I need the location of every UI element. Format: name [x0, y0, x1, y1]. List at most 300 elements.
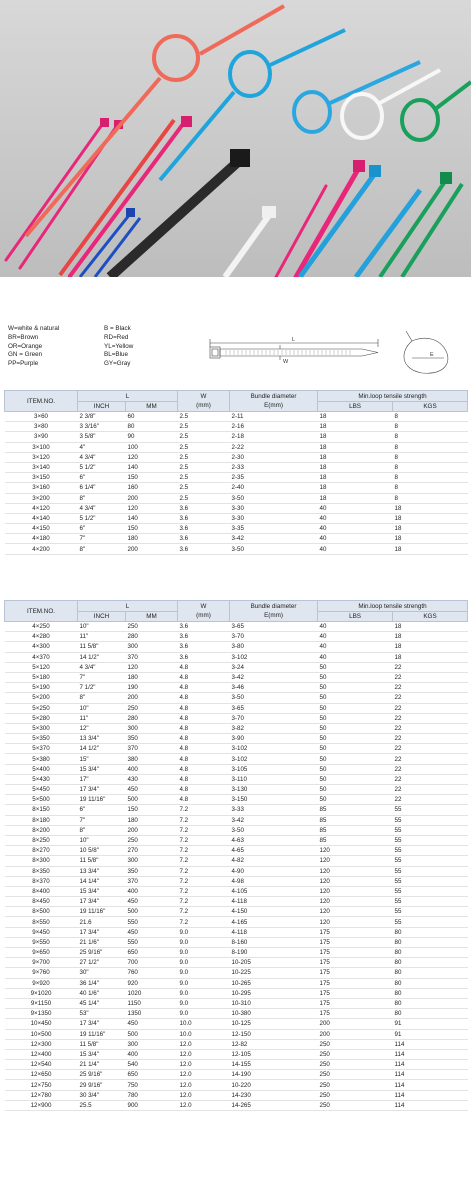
cell-mm: 750	[126, 1080, 178, 1090]
cell-bd: 3-65	[230, 703, 318, 713]
cell-lbs: 50	[318, 683, 393, 693]
cell-mm: 500	[126, 795, 178, 805]
table-row	[5, 846, 468, 856]
cell-kgs: 80	[393, 968, 468, 978]
cell-kgs: 114	[393, 1060, 468, 1070]
cell-bd: 14-155	[230, 1060, 318, 1070]
cell-item: 8×180	[5, 815, 78, 825]
cell-mm: 370	[126, 744, 178, 754]
cell-mm: 190	[126, 683, 178, 693]
cell-w: 4.8	[178, 672, 230, 682]
table-row	[5, 856, 468, 866]
cell-bd: 3-65	[230, 622, 318, 632]
cell-inch: 53"	[78, 1009, 126, 1019]
cell-bd: 3-42	[230, 672, 318, 682]
cell-lbs: 40	[318, 642, 393, 652]
product-photo	[0, 0, 471, 277]
cell-kgs: 80	[393, 927, 468, 937]
cell-w: 2.5	[178, 422, 230, 432]
cell-item: 9×450	[5, 927, 78, 937]
cell-mm: 450	[126, 1019, 178, 1029]
cell-w: 10.0	[178, 1029, 230, 1039]
table-row	[5, 764, 468, 774]
table-row	[5, 432, 468, 442]
table-row	[5, 876, 468, 886]
table-row	[5, 513, 468, 523]
table-row	[5, 452, 468, 462]
table-row	[5, 622, 468, 632]
cell-w: 9.0	[178, 998, 230, 1008]
cell-w: 2.5	[178, 462, 230, 472]
cell-kgs: 22	[393, 683, 468, 693]
cell-w: 4.8	[178, 744, 230, 754]
header-kgs: KGS	[393, 402, 468, 412]
cell-kgs: 18	[393, 524, 468, 534]
cell-item: 4×150	[5, 524, 78, 534]
cell-w: 2.5	[178, 493, 230, 503]
cell-w: 7.2	[178, 876, 230, 886]
cell-lbs: 175	[318, 1009, 393, 1019]
cell-w: 4.8	[178, 774, 230, 784]
cell-mm: 120	[126, 503, 178, 513]
cell-inch: 11 5/8"	[78, 642, 126, 652]
cell-w: 9.0	[178, 948, 230, 958]
cell-mm: 200	[126, 544, 178, 554]
cell-item: 4×180	[5, 534, 78, 544]
cell-item: 9×1350	[5, 1009, 78, 1019]
cell-bd: 3-30	[230, 503, 318, 513]
cell-item: 9×1020	[5, 988, 78, 998]
cell-bd: 10-265	[230, 978, 318, 988]
legend-item: BL=Blue	[104, 351, 128, 359]
width-label: W	[283, 359, 289, 365]
cell-lbs: 250	[318, 1060, 393, 1070]
table-row	[5, 1100, 468, 1110]
cell-w: 4.8	[178, 683, 230, 693]
cell-kgs: 22	[393, 764, 468, 774]
cell-item: 5×200	[5, 693, 78, 703]
cell-bd: 4-118	[230, 927, 318, 937]
cell-lbs: 175	[318, 948, 393, 958]
cell-kgs: 114	[393, 1080, 468, 1090]
cell-w: 7.2	[178, 897, 230, 907]
cell-mm: 370	[126, 876, 178, 886]
cell-mm: 300	[126, 1039, 178, 1049]
cell-mm: 150	[126, 805, 178, 815]
cell-item: 5×500	[5, 795, 78, 805]
cell-item: 9×1150	[5, 998, 78, 1008]
cell-mm: 370	[126, 652, 178, 662]
cell-lbs: 250	[318, 1100, 393, 1110]
cell-kgs: 80	[393, 958, 468, 968]
cell-mm: 160	[126, 483, 178, 493]
table-row	[5, 652, 468, 662]
cell-mm: 60	[126, 412, 178, 422]
cell-item: 8×400	[5, 886, 78, 896]
bundle-label: E	[430, 352, 434, 358]
cell-bd: 3-130	[230, 785, 318, 795]
cell-w: 2.5	[178, 483, 230, 493]
cell-mm: 400	[126, 764, 178, 774]
cell-mm: 270	[126, 846, 178, 856]
cell-bd: 3-50	[230, 544, 318, 554]
table-row	[5, 422, 468, 432]
cell-bd: 14-190	[230, 1070, 318, 1080]
cell-w: 4.8	[178, 693, 230, 703]
cell-w: 12.0	[178, 1100, 230, 1110]
cell-item: 3×100	[5, 442, 78, 452]
cell-mm: 450	[126, 897, 178, 907]
cell-bd: 2-18	[230, 432, 318, 442]
cell-mm: 430	[126, 774, 178, 784]
cell-mm: 400	[126, 1049, 178, 1059]
cell-w: 4.8	[178, 754, 230, 764]
cable-tie-diagram	[200, 325, 460, 381]
cell-bd: 4-63	[230, 835, 318, 845]
cell-kgs: 8	[393, 442, 468, 452]
cell-w: 12.0	[178, 1070, 230, 1080]
cell-bd: 2-11	[230, 412, 318, 422]
cell-lbs: 175	[318, 998, 393, 1008]
cell-lbs: 18	[318, 412, 393, 422]
cell-inch: 36 1/4"	[78, 978, 126, 988]
cell-w: 7.2	[178, 917, 230, 927]
cell-inch: 17 3/4"	[78, 1019, 126, 1029]
cell-item: 8×500	[5, 907, 78, 917]
cell-kgs: 55	[393, 917, 468, 927]
cell-lbs: 50	[318, 734, 393, 744]
cell-item: 5×350	[5, 734, 78, 744]
cell-inch: 11 5/8"	[78, 856, 126, 866]
cell-bd: 2-35	[230, 473, 318, 483]
cell-item: 10×450	[5, 1019, 78, 1029]
cell-w: 9.0	[178, 978, 230, 988]
cell-lbs: 40	[318, 544, 393, 554]
cell-kgs: 8	[393, 462, 468, 472]
table-row	[5, 937, 468, 947]
table-row	[5, 462, 468, 472]
cell-mm: 1020	[126, 988, 178, 998]
cell-mm: 180	[126, 534, 178, 544]
table-row	[5, 1039, 468, 1049]
cell-item: 10×500	[5, 1029, 78, 1039]
cell-inch: 13 3/4"	[78, 734, 126, 744]
cell-lbs: 18	[318, 462, 393, 472]
cell-inch: 25 9/16"	[78, 948, 126, 958]
cell-bd: 14-265	[230, 1100, 318, 1110]
cell-item: 3×60	[5, 412, 78, 422]
cell-item: 5×380	[5, 754, 78, 764]
cell-inch: 7"	[78, 672, 126, 682]
cell-lbs: 85	[318, 825, 393, 835]
cell-w: 12.0	[178, 1090, 230, 1100]
header-tensile-strength: Min.loop tensile strength	[318, 601, 468, 612]
cell-mm: 300	[126, 642, 178, 652]
cell-inch: 19 11/16"	[78, 795, 126, 805]
header-kgs: KGS	[393, 612, 468, 622]
cell-inch: 14 1/4"	[78, 876, 126, 886]
cell-inch: 21 1/6"	[78, 937, 126, 947]
cell-kgs: 22	[393, 744, 468, 754]
cell-lbs: 175	[318, 978, 393, 988]
cell-lbs: 200	[318, 1029, 393, 1039]
table-row	[5, 978, 468, 988]
cell-lbs: 50	[318, 723, 393, 733]
cell-bd: 3-90	[230, 734, 318, 744]
cell-bd: 3-33	[230, 805, 318, 815]
cell-kgs: 80	[393, 988, 468, 998]
cell-kgs: 22	[393, 693, 468, 703]
cell-mm: 900	[126, 1100, 178, 1110]
cell-inch: 17"	[78, 774, 126, 784]
cell-inch: 6"	[78, 473, 126, 483]
table-row	[5, 774, 468, 784]
cell-bd: 4-150	[230, 907, 318, 917]
header-inch: INCH	[78, 402, 126, 412]
table-row	[5, 917, 468, 927]
cell-w: 7.2	[178, 907, 230, 917]
cell-kgs: 22	[393, 672, 468, 682]
cell-lbs: 175	[318, 937, 393, 947]
cell-w: 7.2	[178, 815, 230, 825]
cell-item: 8×450	[5, 897, 78, 907]
cell-bd: 3-50	[230, 493, 318, 503]
cell-kgs: 114	[393, 1090, 468, 1100]
cell-mm: 100	[126, 442, 178, 452]
cell-mm: 380	[126, 754, 178, 764]
cell-item: 4×280	[5, 632, 78, 642]
cell-kgs: 8	[393, 483, 468, 493]
cell-lbs: 120	[318, 907, 393, 917]
header-inch: INCH	[78, 612, 126, 622]
cell-bd: 10-125	[230, 1019, 318, 1029]
cell-lbs: 50	[318, 713, 393, 723]
cell-w: 7.2	[178, 825, 230, 835]
header-lbs: LBS	[318, 612, 393, 622]
cell-mm: 180	[126, 672, 178, 682]
cell-inch: 6 1/4"	[78, 483, 126, 493]
spec-table-large	[4, 600, 468, 1111]
cell-bd: 3-70	[230, 632, 318, 642]
header-item-no: ITEM.NO.	[5, 391, 78, 412]
cell-w: 9.0	[178, 968, 230, 978]
cell-inch: 30"	[78, 968, 126, 978]
table-row	[5, 1009, 468, 1019]
table-row	[5, 968, 468, 978]
cell-inch: 19 11/16"	[78, 907, 126, 917]
cell-inch: 19 11/16"	[78, 1029, 126, 1039]
cell-bd: 3-24	[230, 662, 318, 672]
cell-mm: 700	[126, 958, 178, 968]
cell-lbs: 18	[318, 473, 393, 483]
table-row	[5, 1029, 468, 1039]
cell-inch: 6"	[78, 524, 126, 534]
cell-kgs: 55	[393, 907, 468, 917]
cell-kgs: 114	[393, 1070, 468, 1080]
cell-w: 3.6	[178, 642, 230, 652]
cell-mm: 500	[126, 1029, 178, 1039]
table-row	[5, 815, 468, 825]
cell-lbs: 50	[318, 754, 393, 764]
cell-mm: 540	[126, 1060, 178, 1070]
cell-lbs: 50	[318, 672, 393, 682]
cell-lbs: 18	[318, 422, 393, 432]
cell-mm: 140	[126, 462, 178, 472]
cell-item: 8×200	[5, 825, 78, 835]
cell-item: 9×700	[5, 958, 78, 968]
cell-mm: 80	[126, 422, 178, 432]
cell-kgs: 55	[393, 897, 468, 907]
cell-bd: 8-160	[230, 937, 318, 947]
cell-item: 9×760	[5, 968, 78, 978]
cell-inch: 7 1/2"	[78, 683, 126, 693]
cell-w: 3.6	[178, 544, 230, 554]
cell-kgs: 8	[393, 412, 468, 422]
cell-lbs: 18	[318, 442, 393, 452]
cell-kgs: 91	[393, 1029, 468, 1039]
cell-mm: 150	[126, 524, 178, 534]
cell-item: 4×140	[5, 513, 78, 523]
cell-item: 12×780	[5, 1090, 78, 1100]
table-row	[5, 1070, 468, 1080]
cell-item: 8×150	[5, 805, 78, 815]
cell-item: 3×80	[5, 422, 78, 432]
cell-item: 4×200	[5, 544, 78, 554]
cell-w: 3.6	[178, 513, 230, 523]
cell-bd: 3-110	[230, 774, 318, 784]
cell-bd: 3-105	[230, 764, 318, 774]
table-row	[5, 886, 468, 896]
cell-inch: 6"	[78, 805, 126, 815]
cell-lbs: 50	[318, 662, 393, 672]
table-row	[5, 632, 468, 642]
cell-lbs: 250	[318, 1080, 393, 1090]
cell-bd: 4-118	[230, 897, 318, 907]
cell-inch: 12"	[78, 723, 126, 733]
cell-kgs: 18	[393, 622, 468, 632]
table-row	[5, 927, 468, 937]
cell-mm: 180	[126, 815, 178, 825]
cell-mm: 350	[126, 866, 178, 876]
cell-bd: 12-82	[230, 1039, 318, 1049]
cell-kgs: 18	[393, 513, 468, 523]
cell-kgs: 22	[393, 795, 468, 805]
table-row	[5, 948, 468, 958]
cell-kgs: 114	[393, 1100, 468, 1110]
header-lbs: LBS	[318, 402, 393, 412]
cell-w: 7.2	[178, 856, 230, 866]
cell-item: 12×400	[5, 1049, 78, 1059]
cell-w: 7.2	[178, 846, 230, 856]
cell-bd: 3-102	[230, 754, 318, 764]
table-row	[5, 988, 468, 998]
cell-w: 4.8	[178, 785, 230, 795]
cell-bd: 3-42	[230, 534, 318, 544]
cell-inch: 13 3/4"	[78, 866, 126, 876]
legend-item: B = Black	[104, 325, 131, 332]
cell-inch: 8"	[78, 544, 126, 554]
table-row	[5, 473, 468, 483]
cell-bd: 8-190	[230, 948, 318, 958]
cell-mm: 250	[126, 835, 178, 845]
cell-inch: 11 5/8"	[78, 1039, 126, 1049]
cell-kgs: 114	[393, 1049, 468, 1059]
cell-kgs: 55	[393, 886, 468, 896]
cell-bd: 3-50	[230, 693, 318, 703]
cell-w: 12.0	[178, 1060, 230, 1070]
cell-item: 3×90	[5, 432, 78, 442]
cell-mm: 450	[126, 927, 178, 937]
cell-w: 12.0	[178, 1049, 230, 1059]
cell-kgs: 55	[393, 805, 468, 815]
cell-item: 8×350	[5, 866, 78, 876]
table-row	[5, 866, 468, 876]
cell-w: 7.2	[178, 805, 230, 815]
cell-inch: 11"	[78, 713, 126, 723]
cell-inch: 15"	[78, 754, 126, 764]
cell-inch: 3 3/16"	[78, 422, 126, 432]
cell-bd: 3-82	[230, 723, 318, 733]
cell-w: 2.5	[178, 442, 230, 452]
header-width: W (mm)	[178, 601, 230, 622]
cell-lbs: 40	[318, 503, 393, 513]
cell-lbs: 250	[318, 1039, 393, 1049]
cell-bd: 3-50	[230, 825, 318, 835]
cell-lbs: 175	[318, 988, 393, 998]
cell-inch: 21.6	[78, 917, 126, 927]
table-row	[5, 1090, 468, 1100]
cell-w: 4.8	[178, 723, 230, 733]
cell-item: 3×150	[5, 473, 78, 483]
cell-inch: 14 1/2"	[78, 744, 126, 754]
cell-lbs: 40	[318, 622, 393, 632]
cell-item: 5×300	[5, 723, 78, 733]
cell-inch: 15 3/4"	[78, 1049, 126, 1059]
cell-bd: 3-102	[230, 652, 318, 662]
cell-bd: 4-98	[230, 876, 318, 886]
cell-bd: 3-70	[230, 713, 318, 723]
cell-w: 2.5	[178, 452, 230, 462]
cell-inch: 2 3/8"	[78, 412, 126, 422]
cell-mm: 150	[126, 473, 178, 483]
cell-bd: 12-150	[230, 1029, 318, 1039]
cell-item: 8×250	[5, 835, 78, 845]
cell-mm: 140	[126, 513, 178, 523]
table-row	[5, 754, 468, 764]
table-row	[5, 998, 468, 1008]
cell-item: 5×430	[5, 774, 78, 784]
cell-lbs: 50	[318, 703, 393, 713]
cell-inch: 10 5/8"	[78, 846, 126, 856]
cell-item: 12×900	[5, 1100, 78, 1110]
cell-lbs: 50	[318, 764, 393, 774]
cell-kgs: 80	[393, 1009, 468, 1019]
cell-mm: 650	[126, 948, 178, 958]
cell-bd: 10-295	[230, 988, 318, 998]
header-bundle-diameter: Bundle diameter E(mm)	[230, 601, 318, 622]
cell-lbs: 120	[318, 876, 393, 886]
table-row	[5, 744, 468, 754]
legend-item: GY=Gray	[104, 360, 131, 368]
cell-lbs: 250	[318, 1090, 393, 1100]
cell-bd: 4-165	[230, 917, 318, 927]
cell-lbs: 50	[318, 693, 393, 703]
cell-bd: 14-230	[230, 1090, 318, 1100]
cell-lbs: 40	[318, 652, 393, 662]
cell-mm: 250	[126, 703, 178, 713]
table-row	[5, 672, 468, 682]
cell-item: 4×370	[5, 652, 78, 662]
